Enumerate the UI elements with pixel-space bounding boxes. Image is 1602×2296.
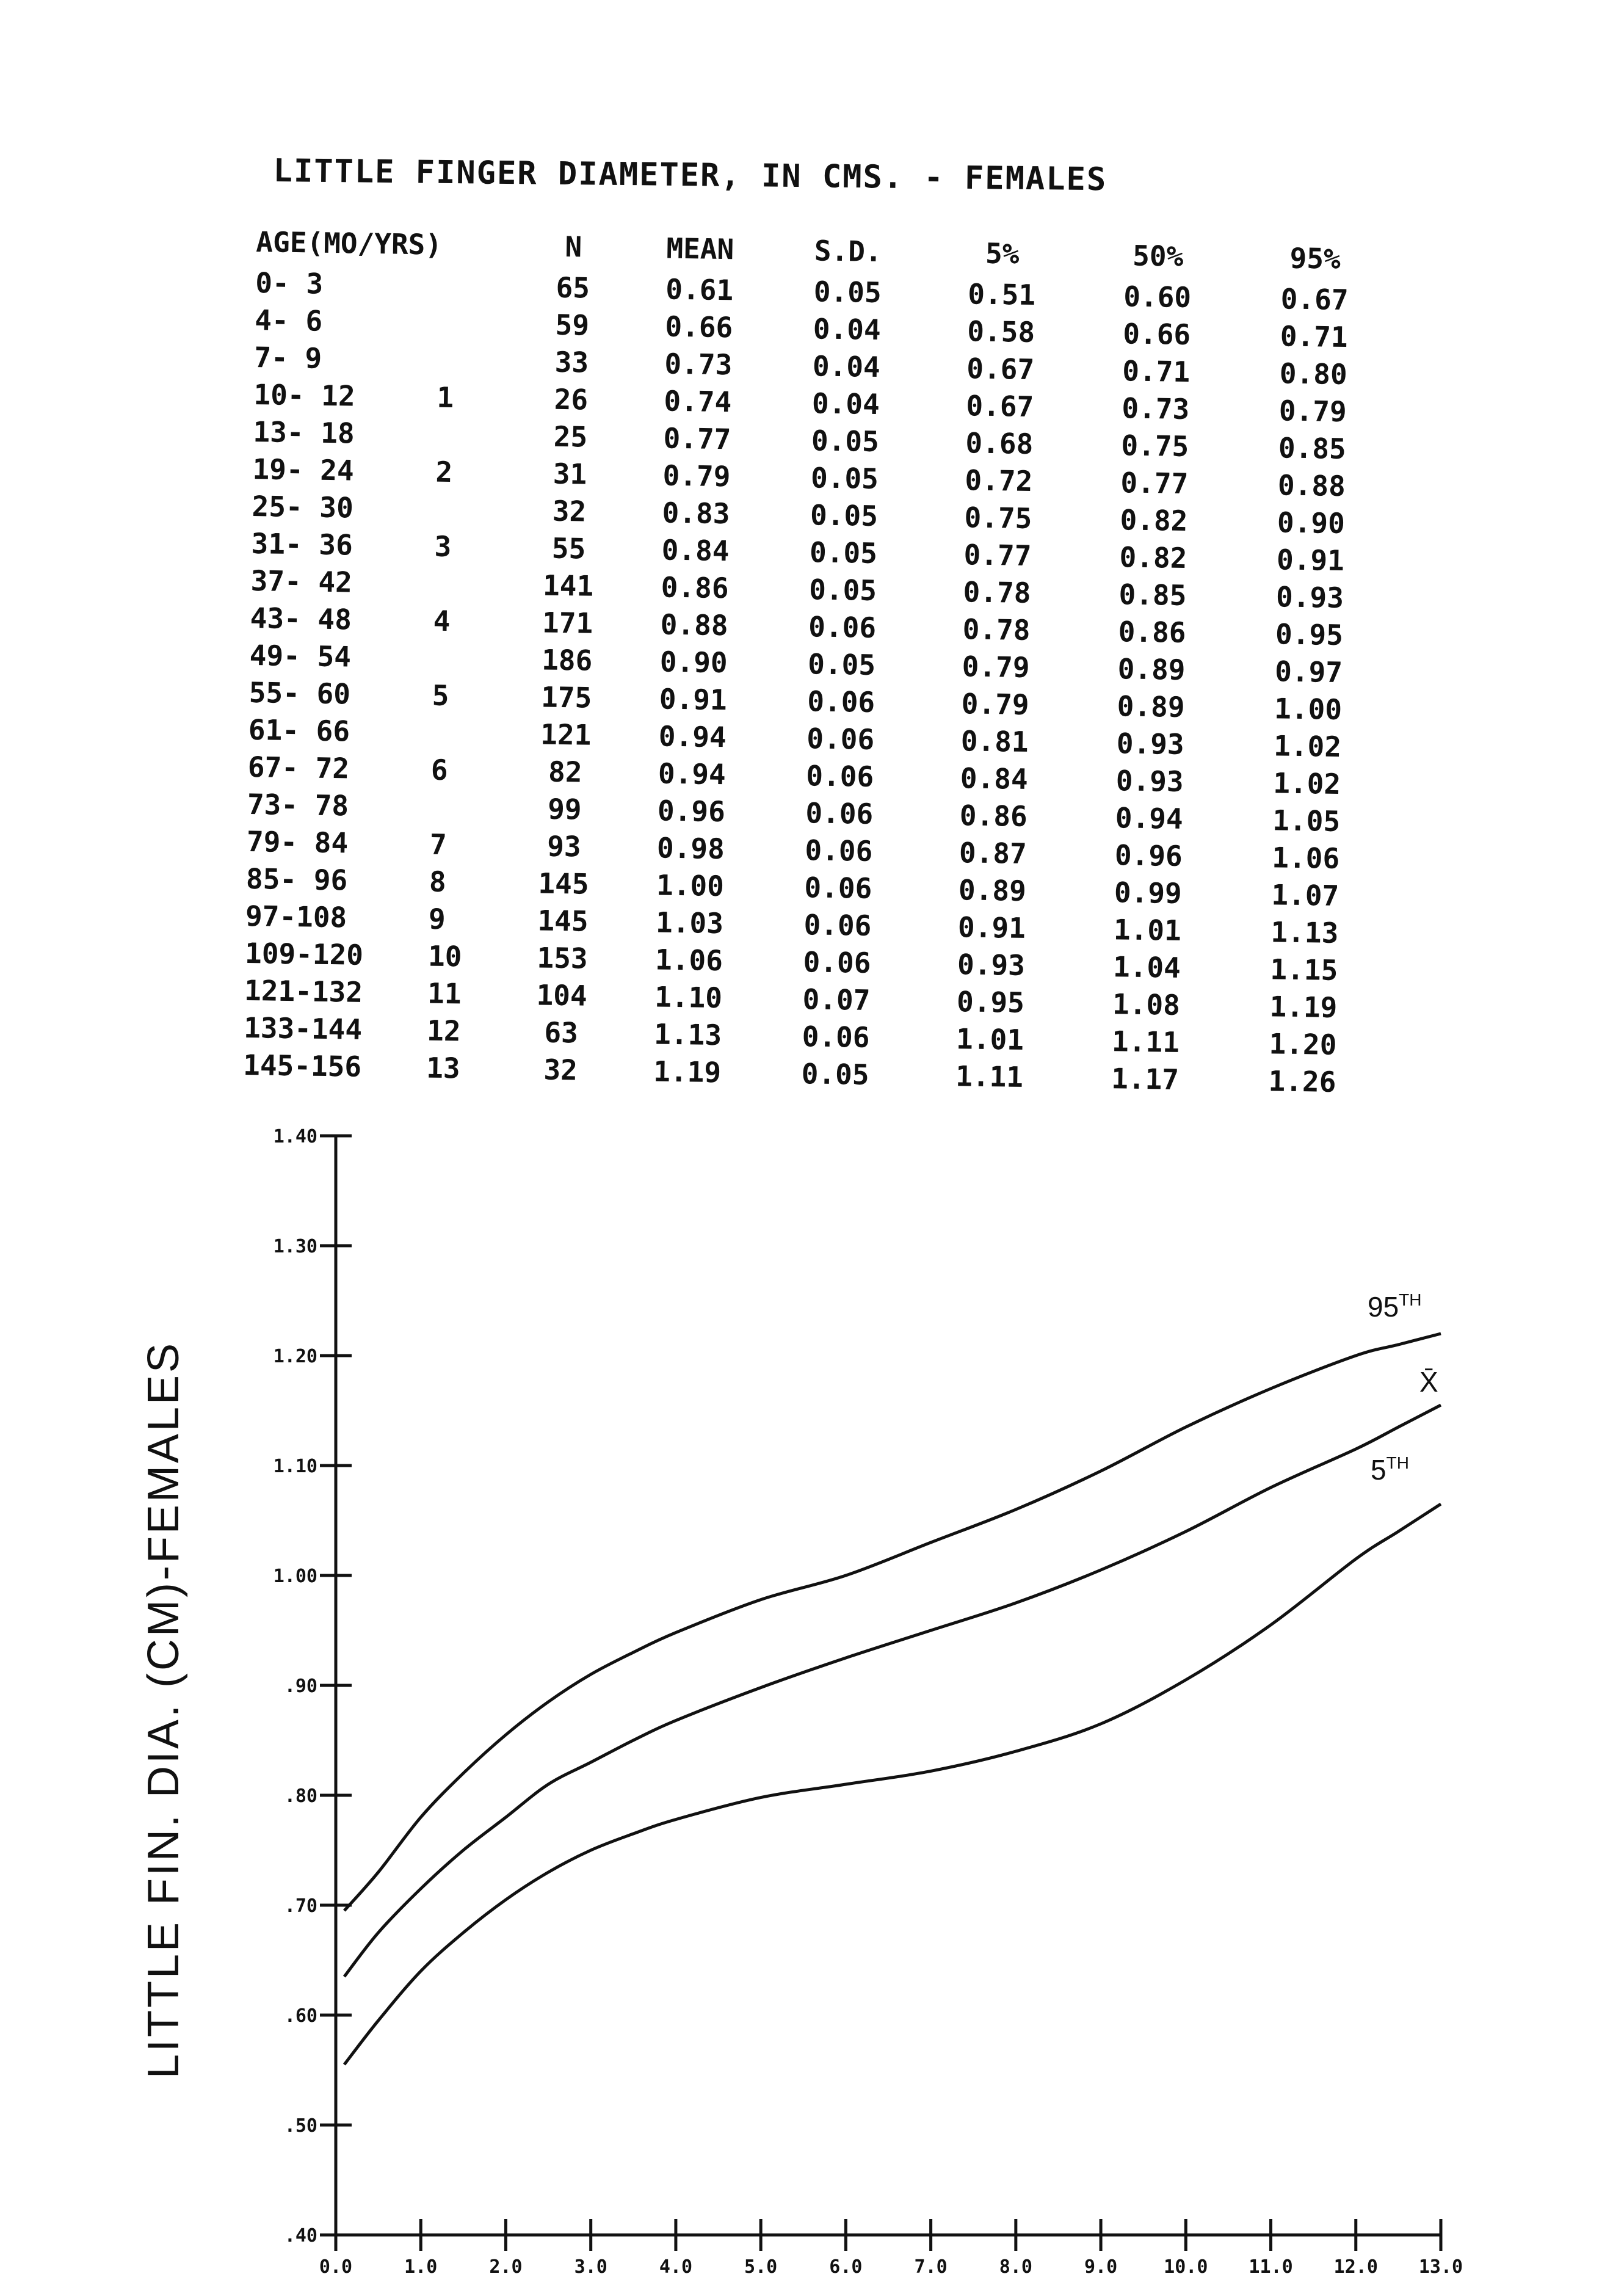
cell-n: 141: [542, 568, 594, 603]
cell-p50: 0.60: [1123, 279, 1192, 314]
cell-age: [243, 1046, 506, 1088]
cell-p50: 0.94: [1115, 801, 1184, 835]
cell-n: 175: [540, 680, 592, 714]
cell-mean: 0.61: [665, 272, 734, 307]
y-tick-label: .60: [284, 2005, 317, 2027]
cell-mean: 0.98: [656, 830, 725, 865]
cell-p50: 0.89: [1117, 652, 1186, 686]
cell-p95: 0.67: [1280, 282, 1349, 316]
cell-p5: 0.84: [960, 761, 1029, 796]
cell-age: [247, 823, 510, 864]
cell-p50: 0.89: [1117, 689, 1185, 724]
cell-p50: 1.01: [1113, 912, 1182, 947]
age-months: 55- 60: [248, 675, 351, 711]
cell-age: [248, 711, 511, 752]
cell-mean: 0.79: [662, 459, 731, 493]
cell-mean: 0.91: [659, 681, 728, 716]
cell-n: 55: [551, 531, 586, 565]
cell-p95: 1.02: [1273, 728, 1342, 763]
cell-p50: 0.71: [1122, 354, 1191, 388]
x-tick-label: 11.0: [1249, 2256, 1293, 2278]
cell-p95: 1.20: [1269, 1026, 1337, 1061]
cell-p5: 0.68: [965, 426, 1034, 460]
cell-mean: 1.06: [654, 942, 723, 977]
header-sd: S.D.: [814, 234, 883, 269]
cell-n: 145: [537, 903, 589, 938]
cell-p5: 0.51: [967, 277, 1036, 311]
x-tick-label: 10.0: [1164, 2256, 1208, 2278]
age-months: 73- 78: [247, 787, 349, 822]
cell-sd: 0.05: [801, 1056, 869, 1091]
cell-p50: 0.75: [1121, 428, 1189, 463]
age-months: 61- 66: [248, 713, 350, 748]
cell-p5: 0.91: [957, 910, 1026, 945]
y-tick-label: .70: [284, 1895, 317, 1917]
cell-sd: 0.05: [808, 572, 877, 607]
cell-p95: 0.91: [1276, 542, 1345, 577]
cell-sd: 0.06: [806, 684, 875, 719]
age-years: 3: [434, 529, 452, 563]
cell-p5: 0.78: [962, 612, 1031, 647]
cell-p95: 1.02: [1272, 766, 1341, 801]
cell-n: 121: [540, 717, 592, 752]
header-p50: 50%: [1132, 239, 1184, 273]
cell-sd: 0.06: [803, 907, 872, 942]
x-tick-label: 9.0: [1084, 2256, 1118, 2278]
cell-mean: 0.94: [658, 719, 727, 754]
cell-p5: 0.77: [963, 537, 1032, 572]
cell-p95: 1.00: [1274, 691, 1343, 726]
cell-p50: 1.17: [1111, 1061, 1180, 1096]
cell-p95: 1.26: [1268, 1064, 1336, 1099]
x-tick-label: 0.0: [319, 2256, 353, 2278]
header-n: N: [565, 230, 582, 264]
y-tick-label: 1.10: [273, 1456, 317, 1477]
chart-labels: [1368, 1290, 1438, 1486]
cell-mean: 0.66: [665, 310, 733, 344]
chart-ticks: [274, 1126, 1463, 2278]
cell-p5: 0.79: [961, 686, 1030, 721]
cell-n: 93: [546, 829, 582, 863]
cell-sd: 0.06: [805, 833, 873, 868]
page-title: LITTLE FINGER DIAMETER, IN CMS. - FEMALES: [273, 153, 1107, 198]
cell-p95: 1.13: [1270, 915, 1339, 950]
series-label: [1368, 1290, 1422, 1323]
cell-age: [255, 264, 518, 305]
cell-n: 32: [552, 494, 587, 528]
cell-sd: 0.06: [805, 796, 874, 830]
cell-age: [248, 674, 512, 715]
cell-sd: 0.04: [812, 349, 881, 383]
cell-age: [252, 487, 515, 529]
cell-n: 25: [553, 420, 588, 454]
cell-n: 145: [538, 866, 589, 901]
age-months: 4- 6: [255, 303, 323, 338]
cell-n: 59: [555, 308, 590, 342]
cell-p5: 0.75: [964, 500, 1032, 535]
cell-p95: 0.85: [1278, 431, 1347, 465]
header-p5: 5%: [985, 236, 1020, 271]
cell-mean: 0.74: [664, 384, 732, 418]
y-tick-label: 1.40: [273, 1126, 317, 1147]
cell-p95: 1.07: [1271, 877, 1339, 912]
cell-sd: 0.05: [807, 647, 876, 681]
cell-mean: 0.73: [664, 347, 733, 381]
chart-axes: [336, 1136, 1441, 2235]
chart-series: [344, 1334, 1441, 2065]
series-label-sup: TH: [1386, 1453, 1409, 1472]
cell-mean: 1.19: [653, 1054, 722, 1089]
cell-mean: 1.03: [655, 905, 724, 940]
x-tick-label: 6.0: [829, 2256, 863, 2278]
cell-p50: 0.96: [1114, 838, 1183, 873]
x-tick-label: 13.0: [1418, 2256, 1463, 2278]
cell-sd: 0.05: [809, 535, 878, 570]
cell-p5: 0.89: [958, 873, 1027, 907]
cell-mean: 1.10: [654, 979, 723, 1014]
cell-mean: 1.00: [656, 868, 725, 903]
cell-age: [252, 450, 515, 492]
age-months: 97-108: [245, 899, 347, 934]
age-years: 8: [429, 865, 447, 898]
y-tick-label: .80: [284, 1786, 317, 1807]
cell-n: 32: [543, 1053, 578, 1086]
cell-n: 31: [553, 457, 587, 491]
age-years: 13: [426, 1051, 461, 1084]
age-years: 2: [435, 455, 453, 489]
cell-mean: 0.83: [662, 496, 730, 530]
age-months: 37- 42: [250, 564, 353, 599]
age-months: 7- 9: [254, 340, 322, 375]
cell-n: 104: [536, 978, 588, 1012]
series-line-mean: [344, 1405, 1441, 1977]
cell-n: 63: [544, 1015, 579, 1049]
header-age: AGE(MO/YRS): [256, 225, 443, 261]
cell-p50: 0.77: [1120, 465, 1189, 500]
series-label: [1419, 1366, 1438, 1398]
x-tick-label: 2.0: [489, 2256, 523, 2278]
age-months: 49- 54: [249, 638, 352, 674]
series-label: [1371, 1453, 1409, 1486]
cell-p5: 0.78: [963, 575, 1031, 609]
cell-p95: 0.90: [1277, 505, 1346, 540]
age-months: 31- 36: [251, 526, 353, 562]
y-tick-label: 1.30: [273, 1236, 317, 1257]
cell-sd: 0.06: [804, 870, 872, 905]
age-months: 0- 3: [255, 266, 324, 300]
age-years: 1: [437, 380, 454, 414]
cell-p5: 0.93: [957, 947, 1026, 982]
series-label-main: X̄: [1419, 1366, 1438, 1398]
cell-sd: 0.04: [811, 386, 880, 421]
x-tick-label: 8.0: [999, 2256, 1032, 2278]
cell-age: [245, 934, 508, 976]
age-months: 67- 72: [247, 750, 350, 785]
age-months: 85- 96: [245, 862, 348, 896]
age-months: 79- 84: [246, 824, 349, 859]
cell-p5: 0.86: [959, 798, 1028, 833]
cell-age: [249, 636, 512, 678]
percentile-chart: [0, 1099, 1602, 2296]
y-tick-label: .90: [284, 1676, 317, 1697]
cell-p5: 0.87: [959, 835, 1028, 870]
y-tick-label: 1.20: [273, 1346, 317, 1367]
x-tick-label: 3.0: [574, 2256, 607, 2278]
cell-sd: 0.06: [806, 721, 875, 756]
cell-n: 186: [541, 642, 593, 677]
cell-p50: 0.82: [1120, 503, 1188, 537]
cell-n: 153: [537, 940, 589, 975]
x-tick-label: 1.0: [404, 2256, 438, 2278]
cell-mean: 0.94: [658, 756, 727, 791]
age-years: 10: [427, 939, 462, 973]
cell-p5: 0.81: [960, 724, 1029, 758]
age-years: 6: [430, 753, 449, 787]
cell-sd: 0.04: [813, 311, 882, 346]
cell-p50: 0.73: [1122, 391, 1190, 426]
cell-p5: 1.11: [955, 1059, 1024, 1094]
cell-n: 65: [556, 271, 590, 305]
age-months: 43- 48: [250, 601, 352, 636]
x-tick-label: 7.0: [914, 2256, 948, 2278]
cell-mean: 0.84: [661, 532, 730, 567]
cell-age: [253, 376, 516, 417]
cell-p95: 0.71: [1280, 319, 1349, 354]
cell-p5: 0.67: [966, 388, 1034, 423]
cell-mean: 0.86: [661, 570, 729, 605]
age-months: 19- 24: [252, 452, 355, 487]
y-tick-label: .40: [284, 2225, 317, 2247]
cell-p50: 0.93: [1116, 726, 1185, 761]
cell-p50: 0.85: [1118, 577, 1187, 612]
cell-n: 33: [554, 345, 589, 379]
y-tick-label: .50: [284, 2115, 317, 2137]
cell-p50: 1.11: [1111, 1024, 1180, 1059]
y-axis-title: LITTLE FIN. DIA. (CM)-FEMALES: [139, 1340, 188, 2079]
cell-p95: 1.05: [1272, 803, 1341, 838]
cell-p95: 0.95: [1275, 617, 1344, 652]
cell-p5: 0.58: [966, 314, 1035, 349]
x-tick-label: 4.0: [659, 2256, 693, 2278]
cell-p95: 0.79: [1278, 393, 1347, 428]
age-months: 121-132: [244, 973, 363, 1009]
header-mean: MEAN: [666, 231, 734, 266]
age-months: 13- 18: [253, 415, 355, 450]
age-years: 7: [429, 827, 448, 861]
age-years: 9: [428, 902, 446, 935]
cell-p50: 0.86: [1118, 614, 1186, 649]
series-label-main: 95: [1368, 1291, 1399, 1323]
cell-p95: 1.15: [1270, 952, 1338, 987]
cell-p95: 0.88: [1277, 468, 1346, 503]
cell-p5: 0.95: [956, 984, 1025, 1019]
cell-p50: 0.93: [1115, 763, 1184, 798]
header-p95: 95%: [1289, 241, 1341, 275]
cell-age: [251, 525, 514, 566]
cell-age: [247, 785, 510, 827]
cell-age: [253, 413, 516, 454]
cell-sd: 0.06: [808, 609, 877, 644]
cell-mean: 0.90: [659, 644, 728, 679]
x-tick-label: 12.0: [1333, 2256, 1378, 2278]
cell-p95: 1.19: [1269, 989, 1338, 1024]
cell-sd: 0.06: [803, 945, 871, 979]
age-months: 133-144: [243, 1011, 363, 1046]
measurement-table: [243, 220, 1395, 1101]
cell-sd: 0.06: [806, 758, 874, 793]
cell-sd: 0.05: [811, 423, 880, 458]
cell-age: [246, 860, 509, 901]
y-tick-label: 1.00: [273, 1566, 317, 1587]
cell-p50: 0.99: [1114, 875, 1183, 910]
cell-p50: 1.04: [1112, 950, 1181, 984]
cell-p95: 0.80: [1279, 356, 1348, 391]
cell-n: 82: [548, 755, 582, 788]
cell-sd: 0.05: [813, 274, 882, 309]
cell-sd: 0.05: [810, 460, 879, 495]
cell-n: 99: [547, 792, 582, 826]
cell-sd: 0.07: [802, 982, 871, 1017]
cell-p50: 1.08: [1112, 987, 1181, 1022]
x-tick-label: 5.0: [744, 2256, 778, 2278]
cell-n: 26: [554, 382, 589, 416]
series-line-5th: [344, 1504, 1441, 2065]
age-years: 12: [426, 1014, 461, 1047]
table-body: [243, 264, 1394, 1101]
age-months: 109-120: [244, 936, 364, 972]
age-years: 11: [427, 976, 462, 1010]
cell-p5: 0.67: [966, 351, 1035, 386]
cell-age: [245, 897, 509, 939]
cell-age: [255, 301, 518, 343]
cell-age: [247, 748, 510, 790]
cell-p5: 0.72: [965, 463, 1033, 498]
cell-n: 171: [542, 605, 593, 640]
cell-p50: 0.82: [1119, 540, 1187, 575]
cell-age: [244, 972, 507, 1013]
age-months: 25- 30: [252, 489, 354, 525]
cell-p95: 0.97: [1274, 654, 1343, 689]
age-months: 10- 12: [253, 377, 356, 413]
series-label-main: 5: [1371, 1454, 1386, 1486]
cell-age: [254, 338, 517, 380]
cell-mean: 1.13: [653, 1017, 722, 1052]
cell-p95: 0.93: [1275, 579, 1344, 614]
cell-mean: 0.88: [660, 607, 728, 642]
cell-age: [250, 562, 513, 603]
cell-p5: 1.01: [955, 1022, 1024, 1056]
cell-sd: 0.06: [802, 1019, 870, 1054]
cell-mean: 0.96: [657, 793, 726, 828]
age-months: 145-156: [242, 1048, 362, 1083]
cell-age: [250, 599, 513, 641]
age-years: 4: [433, 604, 451, 638]
age-years: 5: [432, 678, 449, 712]
cell-mean: 0.77: [663, 421, 731, 456]
cell-p95: 1.06: [1271, 840, 1340, 875]
series-label-sup: TH: [1399, 1290, 1422, 1309]
cell-p50: 0.66: [1122, 316, 1191, 351]
cell-age: [244, 1009, 507, 1050]
cell-sd: 0.05: [810, 498, 879, 532]
cell-p5: 0.79: [962, 649, 1030, 684]
